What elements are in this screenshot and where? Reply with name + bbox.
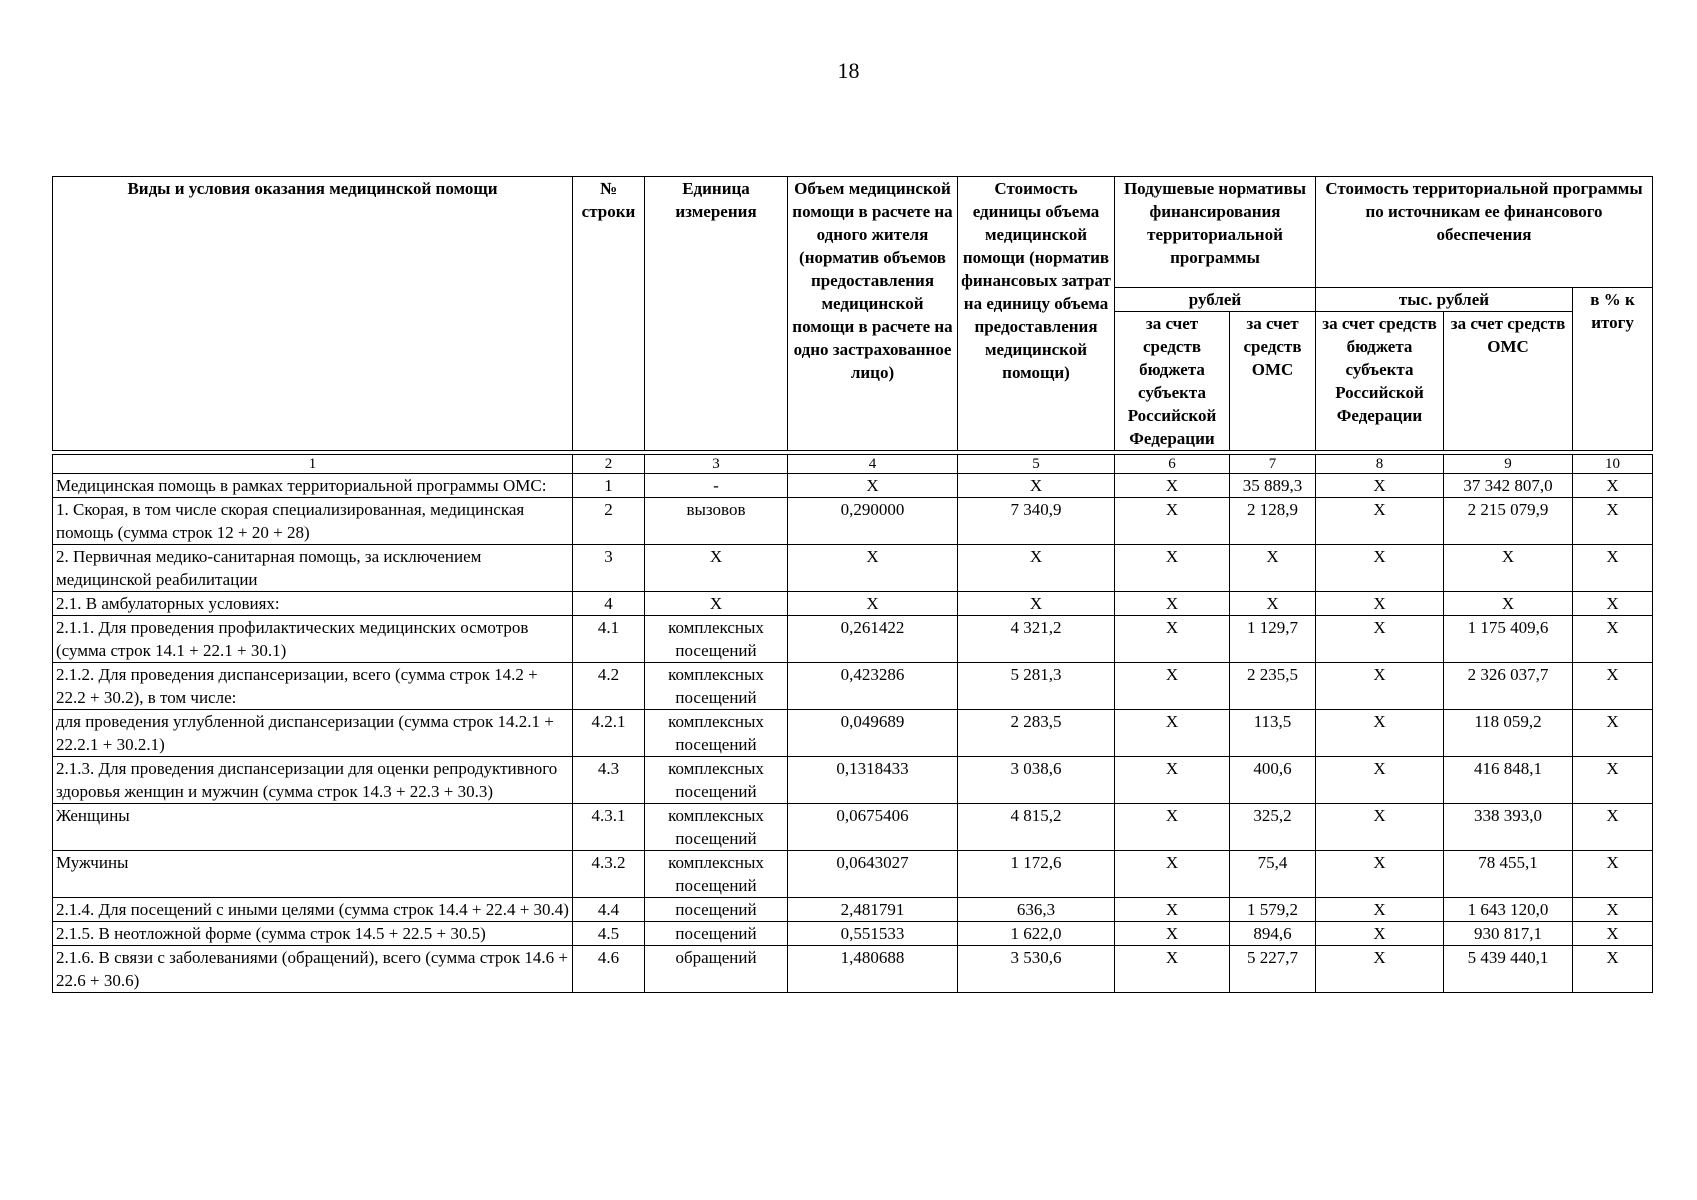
row-tp-budget: X xyxy=(1316,710,1444,757)
row-percent: X xyxy=(1573,592,1653,616)
table-row xyxy=(53,545,1653,592)
header-kinds: Виды и условия оказания медицинской помощи xyxy=(53,177,573,451)
header-rubles: рублей xyxy=(1115,288,1316,312)
row-tp-oms: 37 342 807,0 xyxy=(1444,474,1573,498)
column-number: 5 xyxy=(958,455,1115,474)
row-tp-oms: 5 439 440,1 xyxy=(1444,946,1573,993)
row-number: 3 xyxy=(573,545,645,592)
row-pc-oms: 894,6 xyxy=(1230,922,1316,946)
row-unit-cost: X xyxy=(958,474,1115,498)
row-volume: 0,1318433 xyxy=(788,757,958,804)
row-unit-cost: X xyxy=(958,545,1115,592)
row-percent: X xyxy=(1573,922,1653,946)
row-pc-budget: X xyxy=(1115,851,1230,898)
column-number: 9 xyxy=(1444,455,1573,474)
column-number: 3 xyxy=(645,455,788,474)
row-pc-oms: 113,5 xyxy=(1230,710,1316,757)
row-volume: X xyxy=(788,474,958,498)
column-number: 2 xyxy=(573,455,645,474)
table-row xyxy=(53,757,1653,804)
row-name: 2.1.3. Для проведения диспансеризации для оценки репродуктивного здоровья женщин и мужчин (сумма строк 14.3 + 22.3 + 30.3) xyxy=(53,757,573,804)
row-percent: X xyxy=(1573,757,1653,804)
row-percent: X xyxy=(1573,474,1653,498)
row-pc-budget: X xyxy=(1115,757,1230,804)
row-volume: X xyxy=(788,592,958,616)
column-number: 1 xyxy=(53,455,573,474)
row-unit: посещений xyxy=(645,898,788,922)
row-unit: X xyxy=(645,592,788,616)
header-pc-oms: за счет средств ОМС xyxy=(1230,312,1316,451)
row-number: 4.3.2 xyxy=(573,851,645,898)
header-tp-oms: за счет средств ОМС xyxy=(1444,312,1573,451)
row-name: Женщины xyxy=(53,804,573,851)
row-name: 2.1.6. В связи с заболеваниями (обращений), всего (сумма строк 14.6 + 22.6 + 30.6) xyxy=(53,946,573,993)
row-unit: - xyxy=(645,474,788,498)
row-number: 4.6 xyxy=(573,946,645,993)
row-percent: X xyxy=(1573,804,1653,851)
row-name: 2.1.2. Для проведения диспансеризации, всего (сумма строк 14.2 + 22.2 + 30.2), в том числе: xyxy=(53,663,573,710)
table-row xyxy=(53,474,1653,498)
row-name: 2.1.5. В неотложной форме (сумма строк 14.5 + 22.5 + 30.5) xyxy=(53,922,573,946)
column-number: 8 xyxy=(1316,455,1444,474)
row-name: 2.1. В амбулаторных условиях: xyxy=(53,592,573,616)
row-tp-oms: 2 326 037,7 xyxy=(1444,663,1573,710)
row-unit-cost: 4 321,2 xyxy=(958,616,1115,663)
row-name: Медицинская помощь в рамках территориальной программы ОМС: xyxy=(53,474,573,498)
row-tp-oms: 930 817,1 xyxy=(1444,922,1573,946)
row-unit: обращений xyxy=(645,946,788,993)
row-pc-budget: X xyxy=(1115,592,1230,616)
table-row xyxy=(53,804,1653,851)
header-per-capita: Подушевые нормативы финансирования территориальной программы xyxy=(1115,177,1316,288)
table-row xyxy=(53,710,1653,757)
row-pc-budget: X xyxy=(1115,474,1230,498)
row-unit: комплексных посещений xyxy=(645,710,788,757)
row-name: для проведения углубленной диспансеризации (сумма строк 14.2.1 + 22.2.1 + 30.2.1) xyxy=(53,710,573,757)
row-pc-oms: 1 579,2 xyxy=(1230,898,1316,922)
row-tp-budget: X xyxy=(1316,592,1444,616)
table-row xyxy=(53,851,1653,898)
row-volume: 0,261422 xyxy=(788,616,958,663)
table-row xyxy=(53,946,1653,993)
row-pc-oms: X xyxy=(1230,545,1316,592)
row-unit-cost: 7 340,9 xyxy=(958,498,1115,545)
row-unit: посещений xyxy=(645,922,788,946)
row-tp-oms: 416 848,1 xyxy=(1444,757,1573,804)
table-row xyxy=(53,663,1653,710)
row-pc-budget: X xyxy=(1115,498,1230,545)
row-tp-budget: X xyxy=(1316,474,1444,498)
header-pc-budget: за счет средств бюджета субъекта Российской Федерации xyxy=(1115,312,1230,451)
row-number: 4.2.1 xyxy=(573,710,645,757)
row-percent: X xyxy=(1573,710,1653,757)
header-percent: в % к итогу xyxy=(1573,288,1653,451)
row-pc-budget: X xyxy=(1115,898,1230,922)
row-volume: 0,0643027 xyxy=(788,851,958,898)
row-tp-budget: X xyxy=(1316,946,1444,993)
table-row xyxy=(53,616,1653,663)
row-unit: комплексных посещений xyxy=(645,757,788,804)
row-tp-oms: 78 455,1 xyxy=(1444,851,1573,898)
column-number: 6 xyxy=(1115,455,1230,474)
table-row xyxy=(53,898,1653,922)
row-pc-oms: 5 227,7 xyxy=(1230,946,1316,993)
row-tp-oms: 118 059,2 xyxy=(1444,710,1573,757)
row-unit-cost: 4 815,2 xyxy=(958,804,1115,851)
header-tp-budget: за счет средств бюджета субъекта Российской Федерации xyxy=(1316,312,1444,451)
row-volume: 0,0675406 xyxy=(788,804,958,851)
row-pc-budget: X xyxy=(1115,545,1230,592)
row-unit: комплексных посещений xyxy=(645,663,788,710)
row-volume: 0,290000 xyxy=(788,498,958,545)
row-unit-cost: 3 530,6 xyxy=(958,946,1115,993)
row-volume: X xyxy=(788,545,958,592)
row-tp-oms: 2 215 079,9 xyxy=(1444,498,1573,545)
row-pc-oms: 2 128,9 xyxy=(1230,498,1316,545)
row-tp-budget: X xyxy=(1316,804,1444,851)
row-number: 2 xyxy=(573,498,645,545)
column-number: 4 xyxy=(788,455,958,474)
row-number: 4.4 xyxy=(573,898,645,922)
column-number: 7 xyxy=(1230,455,1316,474)
row-tp-budget: X xyxy=(1316,922,1444,946)
row-unit-cost: 5 281,3 xyxy=(958,663,1115,710)
row-name: 2. Первичная медико-санитарная помощь, за исключением медицинской реабилитации xyxy=(53,545,573,592)
table-row xyxy=(53,592,1653,616)
row-tp-budget: X xyxy=(1316,851,1444,898)
row-tp-oms: 338 393,0 xyxy=(1444,804,1573,851)
row-percent: X xyxy=(1573,663,1653,710)
header-volume: Объем медицинской помощи в расчете на одного жителя (норматив объемов предоставления медицинской помощи в расчете на одно застрахованное лицо) xyxy=(788,177,958,451)
row-volume: 2,481791 xyxy=(788,898,958,922)
row-unit-cost: X xyxy=(958,592,1115,616)
row-volume: 0,049689 xyxy=(788,710,958,757)
row-number: 4.5 xyxy=(573,922,645,946)
row-tp-oms: 1 643 120,0 xyxy=(1444,898,1573,922)
row-percent: X xyxy=(1573,946,1653,993)
row-percent: X xyxy=(1573,898,1653,922)
row-pc-budget: X xyxy=(1115,946,1230,993)
row-pc-oms: 2 235,5 xyxy=(1230,663,1316,710)
row-percent: X xyxy=(1573,616,1653,663)
row-unit: вызовов xyxy=(645,498,788,545)
row-volume: 1,480688 xyxy=(788,946,958,993)
row-tp-budget: X xyxy=(1316,757,1444,804)
row-unit-cost: 1 172,6 xyxy=(958,851,1115,898)
row-unit: комплексных посещений xyxy=(645,616,788,663)
row-name: 2.1.4. Для посещений с иными целями (сумма строк 14.4 + 22.4 + 30.4) xyxy=(53,898,573,922)
row-tp-budget: X xyxy=(1316,545,1444,592)
column-number: 10 xyxy=(1573,455,1653,474)
row-pc-budget: X xyxy=(1115,616,1230,663)
row-number: 4.3.1 xyxy=(573,804,645,851)
row-tp-budget: X xyxy=(1316,498,1444,545)
row-unit-cost: 3 038,6 xyxy=(958,757,1115,804)
financing-table xyxy=(52,176,1653,993)
row-volume: 0,551533 xyxy=(788,922,958,946)
row-tp-oms: X xyxy=(1444,592,1573,616)
row-number: 4.2 xyxy=(573,663,645,710)
row-tp-budget: X xyxy=(1316,663,1444,710)
row-unit-cost: 2 283,5 xyxy=(958,710,1115,757)
row-tp-oms: X xyxy=(1444,545,1573,592)
header-unit-cost: Стоимость единицы объема медицинской помощи (норматив финансовых затрат на единицу объема предоставления медицинской помощи) xyxy=(958,177,1115,451)
row-tp-budget: X xyxy=(1316,898,1444,922)
row-pc-budget: X xyxy=(1115,804,1230,851)
row-volume: 0,423286 xyxy=(788,663,958,710)
row-number: 4 xyxy=(573,592,645,616)
row-pc-budget: X xyxy=(1115,663,1230,710)
header-row-number: № строки xyxy=(573,177,645,451)
row-percent: X xyxy=(1573,545,1653,592)
row-number: 1 xyxy=(573,474,645,498)
row-pc-budget: X xyxy=(1115,922,1230,946)
table-row xyxy=(53,922,1653,946)
table-row xyxy=(53,498,1653,545)
row-name: Мужчины xyxy=(53,851,573,898)
row-percent: X xyxy=(1573,851,1653,898)
header-program-cost: Стоимость территориальной программы по источникам ее финансового обеспечения xyxy=(1316,177,1653,288)
row-tp-budget: X xyxy=(1316,616,1444,663)
header-unit: Единица измерения xyxy=(645,177,788,451)
column-number-row xyxy=(53,455,1653,474)
row-name: 1. Скорая, в том числе скорая специализированная, медицинская помощь (сумма строк 12 + 20 + 28) xyxy=(53,498,573,545)
row-percent: X xyxy=(1573,498,1653,545)
row-pc-oms: 400,6 xyxy=(1230,757,1316,804)
header-thousand-rubles: тыс. рублей xyxy=(1316,288,1573,312)
row-pc-oms: 1 129,7 xyxy=(1230,616,1316,663)
row-pc-oms: 75,4 xyxy=(1230,851,1316,898)
row-pc-oms: 35 889,3 xyxy=(1230,474,1316,498)
row-tp-oms: 1 175 409,6 xyxy=(1444,616,1573,663)
row-pc-oms: X xyxy=(1230,592,1316,616)
row-number: 4.1 xyxy=(573,616,645,663)
row-number: 4.3 xyxy=(573,757,645,804)
row-name: 2.1.1. Для проведения профилактических медицинских осмотров (сумма строк 14.1 + 22.1 + 30.1) xyxy=(53,616,573,663)
row-unit-cost: 1 622,0 xyxy=(958,922,1115,946)
row-pc-budget: X xyxy=(1115,710,1230,757)
row-unit: X xyxy=(645,545,788,592)
row-unit-cost: 636,3 xyxy=(958,898,1115,922)
row-unit: комплексных посещений xyxy=(645,851,788,898)
row-unit: комплексных посещений xyxy=(645,804,788,851)
page-number: 18 xyxy=(837,58,860,83)
row-pc-oms: 325,2 xyxy=(1230,804,1316,851)
